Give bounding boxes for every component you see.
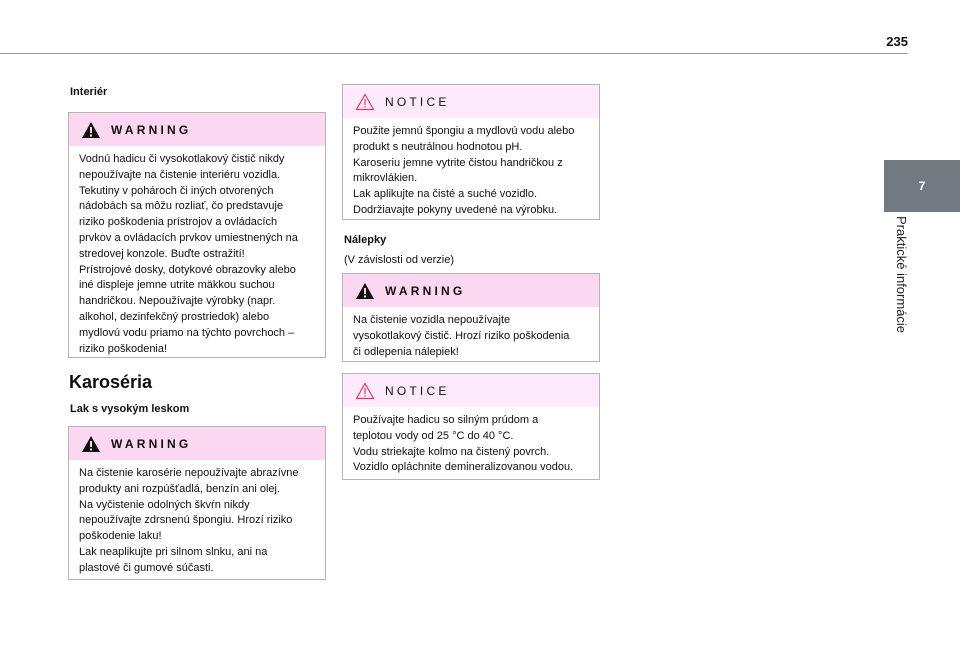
notice-box-hose bbox=[342, 373, 600, 480]
warning-header bbox=[69, 427, 325, 460]
version-note: (V závislosti od verzie) bbox=[344, 254, 455, 266]
warning-triangle-icon bbox=[81, 435, 101, 453]
warning-triangle-icon bbox=[355, 282, 375, 300]
notice-triangle-icon bbox=[355, 93, 375, 111]
notice-header bbox=[343, 374, 599, 407]
warning-label: WARNING bbox=[111, 122, 192, 137]
warning-triangle-icon bbox=[81, 121, 101, 139]
heading-high-gloss: Lak s vysokým leskom bbox=[70, 403, 190, 415]
warning-header bbox=[69, 113, 325, 146]
warning-box-interior bbox=[68, 112, 326, 358]
heading-interior: Interiér bbox=[70, 86, 108, 98]
header-divider bbox=[0, 53, 908, 54]
notice-triangle-icon bbox=[355, 382, 375, 400]
chapter-number: 7 bbox=[918, 179, 926, 193]
warning-label: WARNING bbox=[111, 436, 192, 451]
notice-label: NOTICE bbox=[385, 94, 450, 109]
heading-stickers: Nálepky bbox=[344, 234, 387, 246]
notice-label: NOTICE bbox=[385, 383, 450, 398]
section-title-bodywork: Karoséria bbox=[69, 372, 153, 392]
warning-box-stickers bbox=[342, 273, 600, 362]
page-number: 235 bbox=[886, 34, 908, 49]
warning-text: Vodnú hadicu či vysokotlakový čistič nikdy nepoužívajte na čistenie interiéru vozidla. Tekutiny v pohároch či iných otvorených nádobách sa môžu rozliať, čo predstavuje riziko poškodenia prístrojov a ovládacích prvkov a ovládacích prvkov umiestnených na stredovej konzole. Buďte ostražití! Prístrojové dosky, dotykové obrazovky alebo iné displeje jemne utrite mäkkou suchou handričkou. Nepoužívajte výrobky (napr. alkohol, dezinfekčný prostriedok) alebo mydlovú vodu priamo na týchto povrchoch – riziko poškodenia! bbox=[79, 153, 298, 355]
chapter-title: Praktické informácie bbox=[894, 216, 909, 334]
notice-text: Používajte hadicu so silným prúdom a teplotou vody od 25 °C do 40 °C. Vodu striekajte kolmo na čistený povrch. Vozidlo opláchnite demineralizovanou vodou. bbox=[353, 414, 574, 474]
warning-text: Na čistenie vozidla nepoužívajte vysokotlakový čistič. Hrozí riziko poškodenia či odlepenia nálepiek! bbox=[353, 314, 570, 358]
warning-text: Na čistenie karosérie nepoužívajte abrazívne produkty ani rozpúšťadlá, benzín ani olej. Na vyčistenie odolných škvŕn nikdy nepoužívajte zdrsnenú špongiu. Hrozí riziko poškodenie laku! Lak neaplikujte pri silnom slnku, ani na plastové či gumové súčasti. bbox=[79, 467, 299, 574]
chapter-tab bbox=[884, 160, 960, 212]
warning-header bbox=[343, 274, 599, 307]
warning-box-paint bbox=[68, 426, 326, 580]
notice-header bbox=[343, 85, 599, 118]
warning-label: WARNING bbox=[385, 283, 466, 298]
notice-text: Použite jemnú špongiu a mydlovú vodu alebo produkt s neutrálnou hodnotou pH. Karoseriu jemne vytrite čistou handričkou z mikrovlákien. Lak aplikujte na čisté a suché vozidlo. Dodržiavajte pokyny uvedené na výrobku. bbox=[353, 125, 575, 216]
notice-box-washing bbox=[342, 84, 600, 220]
